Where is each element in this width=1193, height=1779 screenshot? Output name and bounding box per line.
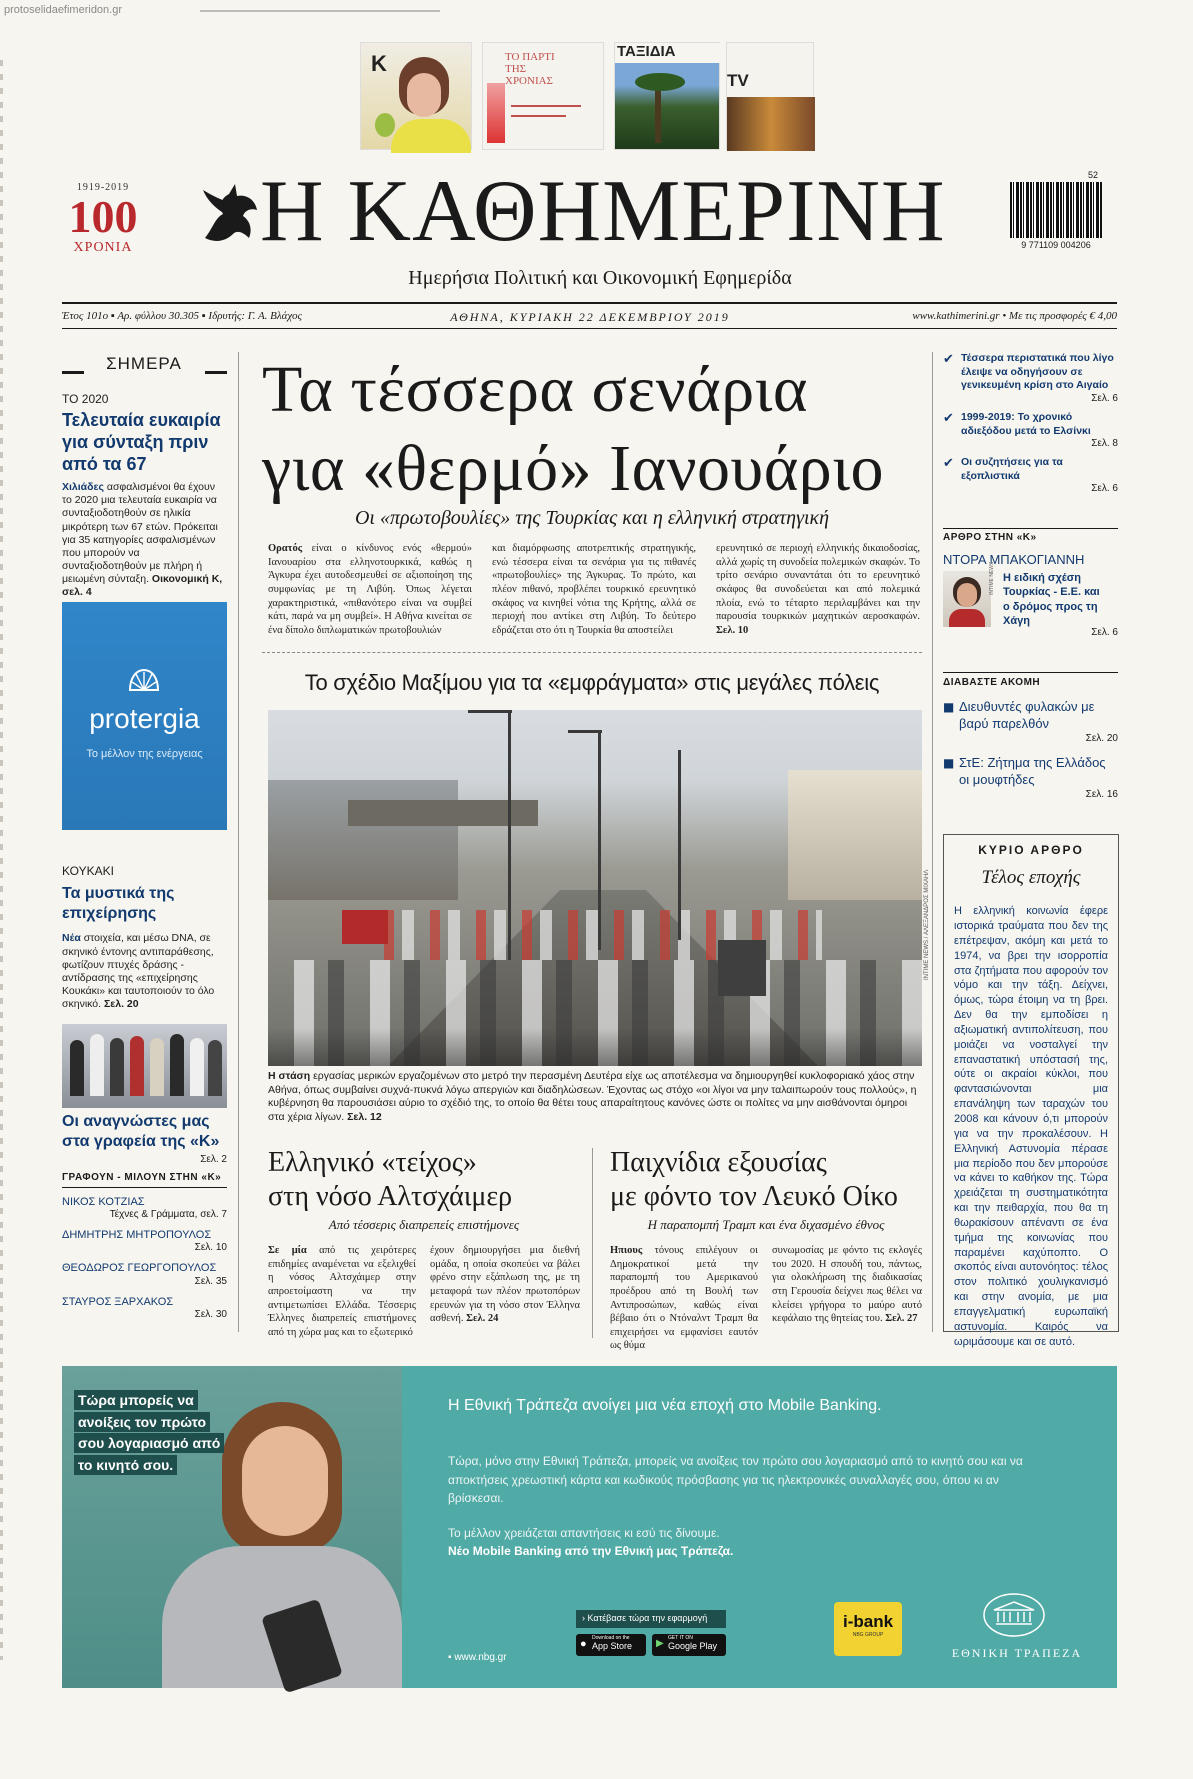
google-play-small: GET IT ON <box>668 1635 693 1641</box>
ad-brand: protergia <box>89 703 200 734</box>
story-lead: Νέα <box>62 932 81 945</box>
hundred-number: 100 <box>68 191 138 242</box>
main-col-1 <box>268 542 473 636</box>
person <box>170 1034 184 1096</box>
traffic-photo <box>268 710 922 1066</box>
issue-price: www.kathimerini.gr • Με τις προσφορές € 4,00 <box>912 310 1117 322</box>
editorial-title: Τέλος εποχής <box>981 867 1081 889</box>
street-lamp <box>508 710 511 960</box>
check-icon: ✔ <box>943 456 954 472</box>
photo-credit: INTIME NEWS / ΑΛΕΞΑΝΔΡΟΣ ΜΙΧΑΗΛ <box>924 869 930 980</box>
hundred-label: ΧΡΟΝΙΑ <box>73 240 133 255</box>
lemon-icon <box>375 113 395 137</box>
simera-rule <box>62 371 84 374</box>
writers-list <box>62 1196 227 1321</box>
story-ref: Σελ. 2 <box>200 1154 227 1165</box>
writer-item[interactable] <box>62 1296 227 1321</box>
story-blurb <box>62 932 227 1011</box>
story-a-lead: Σε μία <box>268 1245 307 1256</box>
main-col-3-ref: Σελ. 10 <box>716 624 749 636</box>
banner-line1: Το μέλλον χρειάζεται απαντήσεις κι εσύ τις δίνουμε. <box>448 1526 720 1540</box>
barcode-number: 9 771109 004206 <box>1021 240 1091 250</box>
story-headline: Τα μυστικά της επιχείρησης <box>62 885 175 923</box>
banner-side-text <box>74 1390 222 1477</box>
masthead-subtitle: Ημερήσια Πολιτική και Οικονομική Εφημερίδα <box>408 267 792 289</box>
main-headline-line1: Τα τέσσερα σενάρια <box>262 353 808 426</box>
person <box>150 1038 164 1096</box>
story-b-col-1 <box>610 1244 758 1352</box>
main-lead: Ορατός <box>268 543 303 554</box>
check-icon: ✔ <box>943 352 954 367</box>
op-ed-title: Η ειδική σχέση Τουρκίας - Ε.Ε. και ο δρόμος προς τη Χάγη <box>1003 572 1100 627</box>
readers-photo <box>62 1024 227 1108</box>
related-text: 1999-2019: Το χρονικό αδιεξόδου μετά το Ελσίνκι <box>961 410 1091 437</box>
column-divider <box>932 352 933 1332</box>
book-spine <box>487 83 505 143</box>
portrait-shirt <box>391 119 471 153</box>
story-headline: Οι αναγνώστες μας στα γραφεία της «Κ» <box>62 1113 220 1150</box>
related-ref: Σελ. 8 <box>1091 438 1118 450</box>
site-watermark: protoselidaefimeridon.gr <box>4 4 123 16</box>
story-kicker: ΚΟΥΚΑΚΙ <box>62 864 114 878</box>
story-b-sub: Η παραπομπή Τραμπ και ένα διχασμένο έθνος <box>647 1217 885 1233</box>
op-ed-credit: INTIME NEWS <box>989 561 995 595</box>
read-more-ref: Σελ. 20 <box>1085 732 1118 744</box>
person <box>90 1034 104 1096</box>
banner-headline: Η Εθνική Τράπεζα ανοίγει μια νέα εποχή στο Mobile Banking. <box>448 1397 882 1414</box>
related-text: Οι συζητήσεις για τα εξοπλιστικά <box>961 456 1063 482</box>
writer-name: ΔΗΜΗΤΡΗΣ ΜΗΤΡΟΠΟΥΛΟΣ <box>62 1229 212 1242</box>
writers-label: ΓΡΑΦΟΥΝ - ΜΙΛΟΥΝ ΣΤΗΝ «Κ» <box>62 1172 227 1188</box>
simera-header <box>62 352 227 372</box>
protergia-ad[interactable] <box>62 602 227 830</box>
read-more-box <box>943 672 1118 801</box>
promo-book-title: ΤΟ ΠΑΡΤΙ ΤΗΣ ΧΡΟΝΙΑΣ <box>505 51 555 88</box>
bullet-icon: ■ <box>943 700 955 714</box>
photo-truck <box>342 910 388 944</box>
issue-info: Έτος 101ο ▪ Αρ. φύλλου 30.305 ▪ Ιδρυτής: Γ. Α. Βλάχος <box>62 310 303 322</box>
related-checklist <box>943 352 1118 501</box>
tv-image <box>727 97 815 151</box>
main-col-3-text: ερευνητικό σε περιοχή ελληνικής δικαιοδοσίας, αλλά χωρίς τη συνοδεία πολεμικών σκαφών. Το τρίτο σενάριο συναντάται ότι το ερευνητικό σκάφος θα συνοδεύεται και από πολεμικά πλοία, ενώ το τέταρτο περιλαμβάνει και την παρουσία τουρκικών μαχητικών αεροσκαφών. <box>716 543 920 623</box>
palm-trunk <box>655 83 661 143</box>
bank-name: ΕΘΝΙΚΗ ΤΡΑΠΕΖΑ <box>951 1646 1083 1660</box>
lamp-arm <box>568 730 602 733</box>
portrait-face <box>407 73 441 117</box>
ibank-label: i-bank <box>842 1612 894 1631</box>
writer-ref: Τέχνες & Γράμματα, σελ. 7 <box>109 1209 227 1221</box>
op-ed-box[interactable] <box>943 528 1118 638</box>
promo-tv-label: TV <box>727 71 749 90</box>
story-b-col-2 <box>772 1244 922 1336</box>
left-story-pension[interactable] <box>62 392 227 599</box>
main-col-3 <box>716 542 920 636</box>
writer-ref: Σελ. 30 <box>194 1308 227 1320</box>
writer-name: ΣΤΑΥΡΟΣ ΞΑΡΧΑΚΟΣ <box>62 1295 174 1308</box>
related-item[interactable] <box>943 352 1118 405</box>
read-more-item[interactable] <box>943 699 1118 745</box>
story-b-lead: Ηπιους <box>610 1245 643 1256</box>
story-a-head-line2: στη νόσο Αλτσχάιμερ <box>268 1180 513 1212</box>
caption-ref: Σελ. 12 <box>347 1110 382 1123</box>
read-more-list <box>943 699 1118 801</box>
masthead-title: Η ΚΑΘΗΜΕΡΙΝΗ <box>260 163 946 260</box>
left-story-readers[interactable] <box>62 1112 227 1166</box>
griffin-logo-icon <box>195 178 265 250</box>
photo-shade <box>268 1028 922 1066</box>
main-col-1-text: είναι ο κίνδυνος ενός «θερμού» Ιανουαρίου στα ελληνοτουρκικά, καθώς η Άγκυρα έχει αυτοδεσμευθεί σε αξιοποίηση της συμφωνίας με τη Λιβύη. Όπως λέγεται χαρακτηριστικά, «πιθανότερο είναι να συμβεί κάτι, παρά να μη συμβεί». Η Αθήνα κινείται σε ένα δίπολο διπλωματικών πρωτοβουλιών <box>268 543 473 636</box>
photo-truck <box>718 940 766 996</box>
book-line <box>511 105 581 107</box>
writer-ref: Σελ. 10 <box>194 1242 227 1254</box>
barcode-issue: 52 <box>1088 170 1099 180</box>
top-rule <box>200 10 440 12</box>
read-more-ref: Σελ. 16 <box>1085 788 1118 800</box>
book-line <box>511 115 566 117</box>
read-more-text: Διευθυντές φυλακών με βαρύ παρελθόν <box>959 699 1095 731</box>
story-a-headline <box>268 1146 580 1213</box>
story-blurb <box>62 481 227 599</box>
masthead-rule-bottom <box>62 328 1117 329</box>
story-alzheimer[interactable] <box>268 1146 580 1338</box>
app-store-button[interactable] <box>576 1634 646 1656</box>
story-b-col-2-text: συνωμοσίας με φόντο τις εκλογές του 2020. Η σπουδή του, πάντως, για ολοκλήρωση της διαδικασίας στη Γερουσία δείχνει πως θέλει να κλείσει γρήγορα το μαύρο αυτό κεφάλαιο της θητείας του. <box>772 1245 922 1325</box>
story-headline: Τελευταία ευκαιρία για σύνταξη πριν από τα 67 <box>62 410 221 474</box>
story-body: στοιχεία, και μέσω DNA, σε σκηνικό έντονης αντιπαράθεσης, φωτίζουν πτυχές δράσης - αντίδρασης της «επιχείρησης Κουκάκι» και ταυτοποιούν το όλο σκηνικό. <box>62 932 215 1011</box>
promo-k-label: K <box>371 51 387 76</box>
app-store-small: Download on the <box>592 1635 630 1641</box>
person <box>70 1040 84 1096</box>
ibank-logo <box>834 1602 902 1656</box>
banner-url[interactable]: ▪ www.nbg.gr <box>448 1652 507 1663</box>
related-ref: Σελ. 6 <box>1091 392 1118 404</box>
barcode <box>1010 182 1102 238</box>
story-b-head-line1: Παιχνίδια εξουσίας <box>610 1147 827 1178</box>
story-a-head-line1: Ελληνικό «τείχος» <box>268 1147 477 1178</box>
writer-item[interactable] <box>62 1262 227 1287</box>
nbg-building-icon <box>982 1592 1046 1638</box>
story-kicker: ΤΟ 2020 <box>62 392 109 406</box>
banner-url-text: www.nbg.gr <box>454 1652 507 1663</box>
read-more-text: ΣτΕ: Ζήτημα της Ελλάδος οι μουφτήδες <box>959 754 1106 787</box>
ibank-sub: NBG GROUP <box>852 1632 884 1639</box>
main-headline <box>262 350 922 508</box>
caption-lead: Η στάση <box>268 1070 311 1082</box>
author-photo <box>943 571 991 627</box>
editorial-body: Η ελληνική κοινωνία έφερε ιστορικά τραύματα που δεν της επέτρεψαν, ακόμη και μετά το 1974, να βρει την ισορροπία στα ζητήματα που αφορούν τον νόμο και την τάξη. Δείχνει, όμως, τώρα έτοιμη να τη βρει. Δεν θα την εμποδίσει η αξιωματική αντιπολίτευση, που μοιάζει να νοσταλγεί την επαναστατική υπόστασή της, ούτε οι ακραίοι κύκλοι, που φαντασιώνονται μια επανάληψη των ταραχών του 2008 και κάνουν ό,τι μπορούν για να την προκαλέσουν. Η Ελληνική Αστυνομία πέρασε μια περίοδο που δεν μπορούσε να κάνει το καθήκον της. Τώρα χρειάζεται τη συστηματικότητα και την πειθαρχία, που θα τη θωρακίσουν απέναντι σε ένα τμήμα της κοινωνίας που παραμένει καχύποπτο. Ο σκοπός είναι αυτονόητος: τέλος στον πολιτικό χουλιγκανισμό και στην ανομία, με μια επαγγελματική ευρωπαϊκή αστυνομία. Καιρός να ωριμάσουμε και σε αυτό. <box>954 905 1108 1348</box>
writer-name: ΝΙΚΟΣ ΚΟΤΖΙΑΣ <box>62 1196 145 1208</box>
banner-body: Τώρα, μόνο στην Εθνική Τράπεζα, μπορείς να ανοίξεις τον πρώτο σου λογαριασμό από το κινητό σου και να αποκτήσεις χρεωστική κάρτα και κωδικούς πρόσβασης για τις ηλεκτρονικές συναλλαγές σου, όπου κι αν βρίσκεσαι. <box>448 1454 1023 1506</box>
story-lead: Χιλιάδες <box>62 481 104 494</box>
story-a-col-2 <box>430 1244 580 1336</box>
writer-name: ΘΕΟΔΩΡΟΣ ΓΕΩΡΓΟΠΟΥΛΟΣ <box>62 1262 217 1275</box>
story-a-col-1 <box>268 1244 416 1336</box>
lamp-arm <box>468 710 512 713</box>
ad-tagline: Το μέλλον της ενέργειας <box>86 748 203 760</box>
section-divider <box>262 652 922 653</box>
story-a-sub: Από τέσσερις διαπρεπείς επιστήμονες <box>328 1217 520 1233</box>
main-headline-line2: για «θερμό» Ιανουάριο <box>262 432 884 506</box>
author-jacket <box>949 609 985 627</box>
editorial-label: ΚΥΡΙΟ ΑΡΘΡΟ <box>978 843 1084 857</box>
person <box>208 1040 222 1096</box>
story-trump[interactable] <box>610 1146 922 1352</box>
main-col-2: και διαμόρφωσης αποτρεπτικής στρατηγικής, ενώ τέσσερα είναι τα σενάρια για τις πιθανές «πρωτοβουλίες» της Άγκυρας. Το πρώτο, και πλέον πιθανό, προβλέπει τουρκικό ερευνητικό σκάφος να κινηθεί νότια της Κρήτης, αλλά σε περιοχή που αντίκει στη Λιβύη. Το δεύτερο εδράζεται στο ότι η Τουρκία θα αποστείλει <box>492 543 696 636</box>
read-more-label: ΔΙΑΒΑΣΤΕ ΑΚΟΜΗ <box>943 677 1041 688</box>
related-item[interactable] <box>943 456 1118 495</box>
story-a-col-1-text: από τις χειρότερες επιδημίες αναμένεται να εξελιχθεί η νόσος Αλτσχάιμερ στην απροετοίμαστη να την αντιμετωπίσει Ελλάδα. Τέσσερις Έλληνες διαπρεπείς επιστήμονες από τη χώρα μας και το εξωτερικό <box>268 1245 416 1338</box>
editorial-box <box>943 834 1119 1348</box>
issue-date: ΑΘΗΝΑ, ΚΥΡΙΑΚΗ 22 ΔΕΚΕΜΒΡΙΟΥ 2019 <box>450 310 730 324</box>
masthead-rule-top <box>62 302 1117 304</box>
woman-face <box>242 1426 328 1536</box>
main-subhead: Οι «πρωτοβουλίες» της Τουρκίας και η ελληνική στρατηγική <box>354 507 830 529</box>
op-ed-ref: Σελ. 6 <box>1091 627 1118 638</box>
caption-text: εργασίας μερικών εργαζομένων στο μετρό την περασμένη Δευτέρα είχε ως αποτέλεσμα να δημιουργηθεί κυκλοφοριακό χάος στην Αθήνα, όπως συμβαίνει συχνά-πυκνά λόγω απεργιών και διαδηλώσεων. Έχοντας ως στόχο «οι λίγοι να μην ταλαιπωρούν τους πολλούς», η κυβέρνηση θα παρουσιάσει αύριο το σχέδιό της, το οποίο θα θέτει τους απαραίτητους κανόνες ώστε οι πολίτες να μην αισθάνονται όμηροι στα χέρια λίγων. <box>268 1070 917 1123</box>
promo-taxidia-label: ΤΑΞΙΔΙΑ <box>615 43 721 63</box>
app-store-label: App Store <box>592 1641 633 1651</box>
author-face <box>957 583 977 607</box>
street-lamp <box>678 750 681 940</box>
photo-building <box>268 780 458 900</box>
banner-side-text-content: Τώρα μπορείς να ανοίξεις τον πρώτο σου λογαριασμό από το κινητό σου. <box>74 1390 224 1475</box>
street-lamp <box>598 730 601 950</box>
play-icon: ▶ <box>656 1638 664 1649</box>
person <box>110 1038 124 1096</box>
download-app-label: Κατέβασε τώρα την εφαρμογή <box>587 1613 708 1623</box>
related-ref: Σελ. 6 <box>1091 483 1118 495</box>
op-ed-label: ΑΡΘΡΟ ΣΤΗΝ «Κ» <box>943 532 1037 543</box>
centennial-badge <box>58 182 148 257</box>
download-app-button[interactable]: › Κατέβασε τώρα την εφαρμογή <box>576 1610 726 1628</box>
writers-box <box>62 1172 227 1321</box>
promo-taxidia[interactable] <box>614 42 720 150</box>
op-ed-author: ΝΤΟΡΑ ΜΠΑΚΟΓΙΑΝΝΗ <box>943 552 1085 567</box>
writer-item[interactable] <box>62 1229 227 1254</box>
palm-leaves <box>635 73 685 91</box>
related-text: Τέσσερα περιστατικά που λίγο έλειψε να οδηγήσουν σε γενικευμένη κρίση στο Αιγαίο <box>961 352 1114 392</box>
check-icon: ✔ <box>943 410 954 426</box>
left-story-koukaki[interactable] <box>62 864 227 1011</box>
story-b-headline <box>610 1146 922 1213</box>
scan-edge <box>0 60 3 1660</box>
photo-building <box>788 770 922 900</box>
column-divider <box>592 1148 593 1338</box>
read-more-item[interactable] <box>943 755 1118 801</box>
writer-ref: Σελ. 35 <box>194 1275 227 1287</box>
column-divider <box>238 352 239 1332</box>
promo-k-magazine[interactable] <box>360 42 472 150</box>
story-ref: Οικονομική Κ, σελ. 4 <box>62 573 223 599</box>
related-item[interactable] <box>943 411 1118 450</box>
nbg-banner-ad[interactable] <box>62 1366 1117 1688</box>
years-range: 1919-2019 <box>76 182 130 193</box>
story-b-head-line2: με φόντο τον Λευκό Οίκο <box>610 1180 898 1212</box>
promo-tv[interactable] <box>726 42 814 150</box>
story-body: ασφαλισμένοι θα έχουν το 2020 μια τελευταία ευκαιρία να συνταξιοδοτηθούν σε ηλικία μικρότερη των 67 ετών. Πρόκειται για 35 κατηγορίες ασφαλισμένων που μπορούν να συνταξιοδοτηθούν με πλήρη ή μειωμένη σύνταξη. <box>62 481 218 586</box>
story-ref: Σελ. 20 <box>103 998 139 1011</box>
story-b-col-1-text: τόνους επιλέγουν οι Δημοκρατικοί μετά την παραπομπή του Αμερικανού προέδρου από τη Βουλή των Αντιπροσώπων, καθώς είναι βέβαιο ότι ο Ντόναλντ Τραμπ θα επιχειρήσει να εμφανίσει εαυτόν ως θύμα <box>610 1245 758 1352</box>
google-play-button[interactable] <box>652 1634 726 1656</box>
simera-label: ΣΗΜΕΡΑ <box>106 354 182 373</box>
simera-rule <box>205 371 227 374</box>
writer-item[interactable] <box>62 1196 227 1221</box>
google-play-label: Google Play <box>668 1641 718 1651</box>
person <box>130 1036 144 1096</box>
bullet-icon: ■ <box>943 755 955 770</box>
story-a-ref: Σελ. 24 <box>466 1313 499 1325</box>
shell-logo-icon <box>128 668 160 692</box>
story-a-col-2-text: έχουν δημιουργήσει μια διεθνή ομάδα, η οποία σκοπεύει να βάλει φρένο στην εξάπλωση της, με τη μεταφορά των πλέον πρωτοπόρων ερευνών για τη νόσο στον Έλληνα ασθενή. <box>430 1245 580 1325</box>
promo-book[interactable] <box>482 42 604 150</box>
photo-headline: Το σχέδιο Μαξίμου για τα «εμφράγματα» στις μεγάλες πόλεις <box>304 670 880 695</box>
apple-icon: ● <box>580 1638 587 1650</box>
person <box>190 1038 204 1096</box>
photo-caption <box>268 1070 922 1125</box>
banner-line2: Νέο Mobile Banking από την Εθνική μας Τράπεζα. <box>448 1544 734 1558</box>
story-b-ref: Σελ. 27 <box>885 1313 918 1325</box>
